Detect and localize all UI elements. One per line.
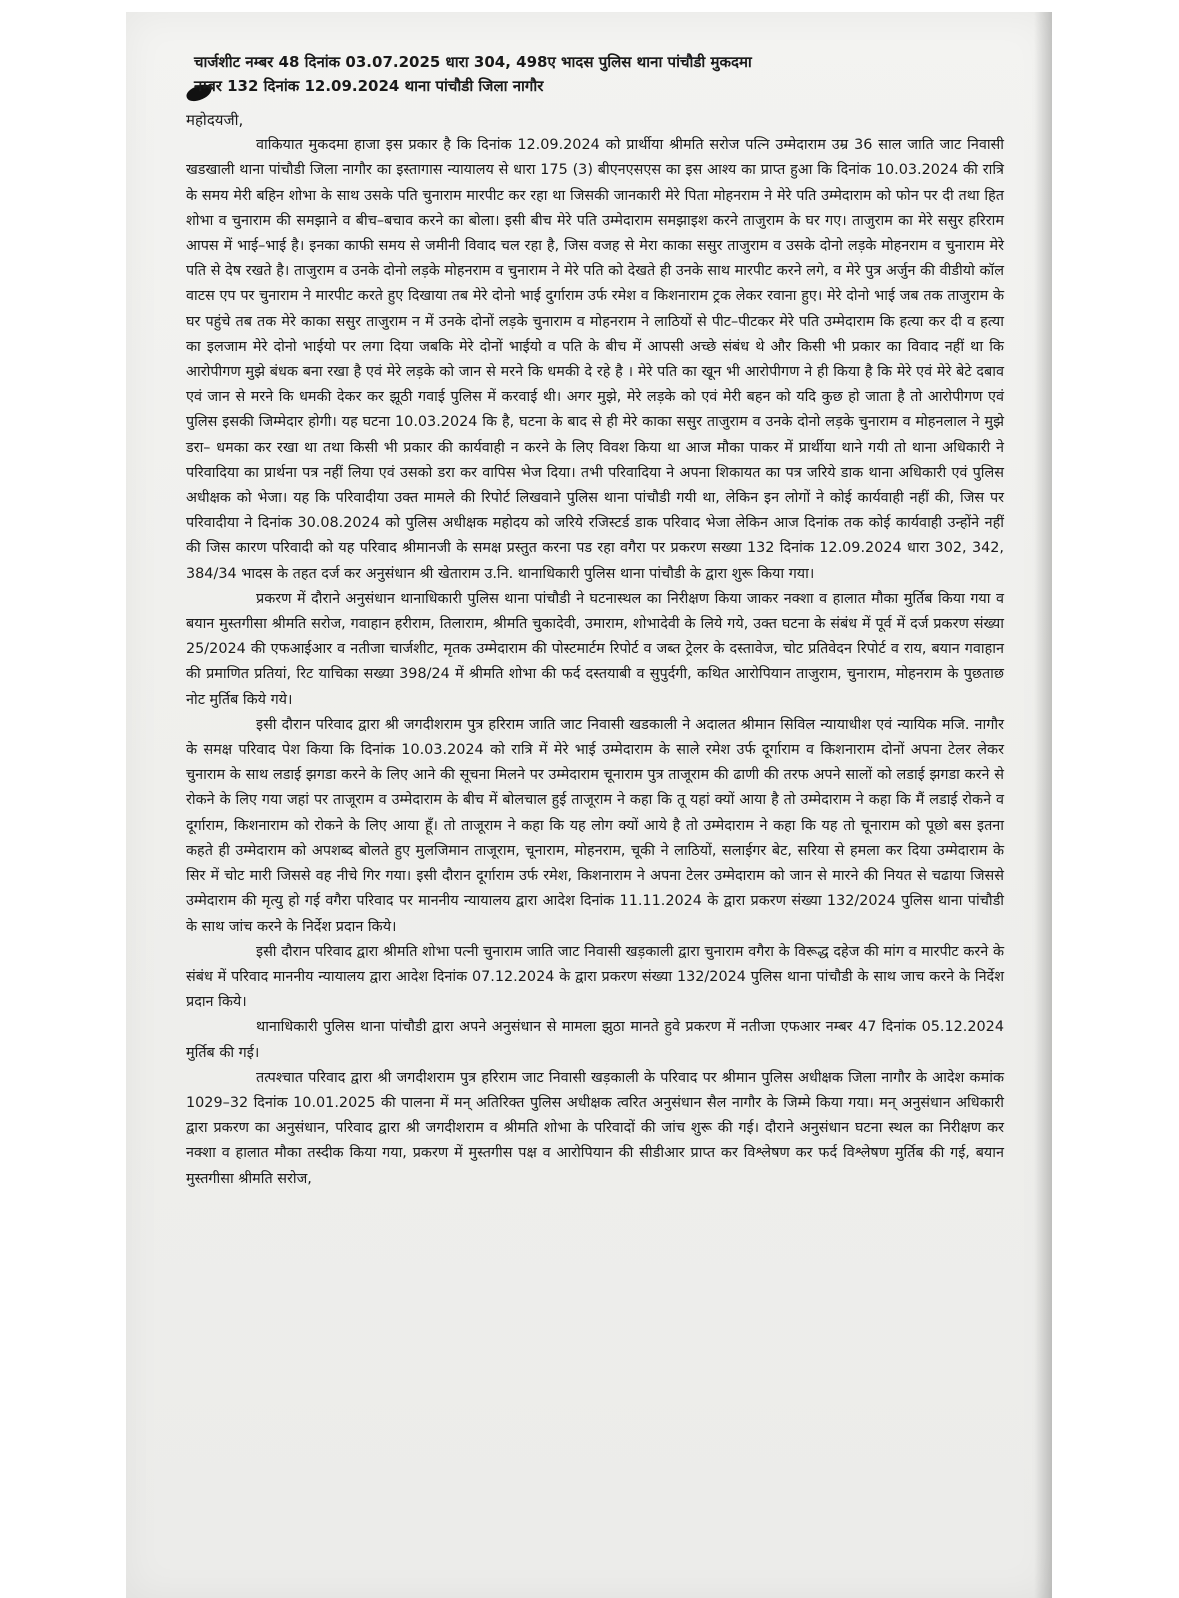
paragraph-3: इसी दौरान परिवाद द्वारा श्री जगदीशराम पुत्र हरिराम जाति जाट निवासी खडकाली ने अदालत श्रीमान सिविल न्यायाधीश एवं न्यायिक मजि. नागौर के समक्ष परिवाद पेश किया कि दिनांक 10.03.2024 को रात्रि में मेरे भाई उम्मेदाराम के साले रमेश उर्फ दूर्गाराम व किशनाराम दोनों अपना टेलर लेकर चुनाराम के साथ लडाई झगडा करने के लिए आने की सूचना मिलने पर उम्मेदाराम चूनाराम पुत्र ताजूराम की ढाणी की तरफ अपने सालों को लडाई झगडा करने से रोकने के लिए गया जहां पर ताजूराम व उम्मेदाराम के बीच में बोलचाल हुई ताजूराम ने कहा कि तू यहां क्यों आया है तो उम्मेदाराम ने कहा कि मैं लडाई रोकने व दूर्गाराम, किशनाराम को रोकने के लिए आया हूँ। तो ताजूराम ने कहा कि यह लोग क्यों आये है तो उम्मेदाराम ने कहा कि यह तो चूनाराम को पूछो बस इतना कहते ही उम्मेदाराम को अपशब्द बोलते हुए मुलजिमान ताजूराम, चूनाराम, मोहनराम, चूकी ने लाठियों, सलाईगर बेट, सरिया से हमला कर दिया उम्मेदाराम के सिर में चोट मारी जिससे वह नीचे गिर गया। इसी दौरान दूर्गाराम उर्फ रमेश, किशनाराम ने अपना टेलर उम्मेदाराम को जान से मारने की नियत से चढाया जिससे उम्मेदाराम की मृत्यु हो गई वगैरा परिवाद पर माननीय न्यायालय द्वारा आदेश दिनांक 11.11.2024 के द्वारा प्रकरण संख्या 132/2024 पुलिस थाना पांचौडी के साथ जांच करने के निर्देश प्रदान किये।: [186, 716, 1004, 935]
document-content: [186, 50, 1004, 1192]
paragraph-5: थानाधिकारी पुलिस थाना पांचौडी द्वारा अपने अनुसंधान से मामला झुठा मानते हुवे प्रकरण में नतीजा एफआर नम्बर 47 दिनांक 05.12.2024 मुर्तिब की गई।: [186, 1019, 1004, 1061]
document-page: [126, 12, 1052, 1598]
chargesheet-heading: [194, 50, 1004, 98]
heading-line-2: नम्बर 132 दिनांक 12.09.2024 थाना पांचौडी जिला नागौर: [194, 77, 544, 95]
salutation: महोदयजी,: [186, 111, 244, 129]
paragraph-4: इसी दौरान परिवाद द्वारा श्रीमति शोभा पत्नी चुनाराम जाति जाट निवासी खड़काली द्वारा चुनाराम वगैरा के विरूद्ध दहेज की मांग व मारपीट करने के संबंध में परिवाद माननीय न्यायालय द्वारा आदेश दिनांक 07.12.2024 के द्वारा प्रकरण संख्या 132/2024 पुलिस थाना पांचौडी के साथ जाच करने के निर्देश प्रदान किये।: [186, 943, 1004, 1011]
heading-line-1: चार्जशीट नम्बर 48 दिनांक 03.07.2025 धारा 304, 498ए भादस पुलिस थाना पांचौडी मुकदमा: [194, 53, 752, 71]
paragraph-1: वाकियात मुकदमा हाजा इस प्रकार है कि दिनांक 12.09.2024 को प्रार्थीया श्रीमति सरोज पत्नि उम्मेदाराम उम्र 36 साल जाति जाट निवासी खडखाली थाना पांचौडी जिला नागौर का इस्तागास न्यायालय से धारा 175 (3) बीएनएसएस का इस आश्य का प्राप्त हुआ कि दिनांक 10.03.2024 की रात्रि के समय मेरी बहिन शोभा के साथ उसके पति चुनाराम मारपीट कर रहा था जिसकी जानकारी मेरे पिता मोहनराम ने मेरे पति उम्मेदाराम को फोन पर दी तथा हित शोभा व चुनाराम की समझाने व बीच–बचाव करने का बोला। इसी बीच मेरे पति उम्मेदाराम समझाइश करने ताजुराम के घर गए। ताजुराम का मेरे ससुर हरिराम आपस में भाई–भाई है। इनका काफी समय से जमीनी विवाद चल रहा है, जिस वजह से मेरा काका ससुर ताजुराम व उसके दोनो लड़के मोहनराम व चुनाराम मेरे पति से देष रखते है। ताजुराम व उनके दोनो लड़के मोहनराम व चुनाराम ने मेरे पति को देखते ही उनके साथ मारपीट करने लगे, व मेरे पुत्र अर्जुन की वीडीयो कॉल वाटस एप पर चुनाराम ने मारपीट करते हुए दिखाया तब मेरे दोनो भाई दुर्गाराम उर्फ रमेश व किशनाराम ट्रक लेकर रवाना हुए। मेरे दोनो भाई जब तक ताजुराम के घर पहुंचे तब तक मेरे काका ससुर ताजुराम न में उनके दोनों लड़के चुनाराम व मोहनराम ने लाठियों से पीट–पीटकर मेरे पति उम्मेदाराम कि हत्या कर दी व हत्या का इलजाम मेरे दोनो भाईयो पर लगा दिया जबकि मेरे दोनों भाईयो व पति के बीच में आपसी अच्छे संबंध थे और किसी भी प्रकार का विवाद नहीं था कि आरोपीगण मुझे बंधक बना रखा है एवं मेरे लड़के को जान से मरने कि धमकी दे रहे है । मेरे पति का खून भी आरोपीगण ने ही किया है कि मेरे एवं मेरे बेटे दबाव एवं जान से मरने कि धमकी देकर कर झूठी गवाई पुलिस में करवाई थी। अगर मुझे, मेरे लड़के को एवं मेरी बहन को यदि कुछ हो जाता है तो आरोपीगण एवं पुलिस इसकी जिम्मेदार होगी। यह घटना 10.03.2024 कि है, घटना के बाद से ही मेरे काका ससुर ताजुराम व उनके दोनो लड़के चुनाराम व मोहनलाल ने मुझे डरा– धमका कर रखा था तथा किसी भी प्रकार की कार्यवाही न करने के लिए विवश किया था आज मौका पाकर में प्रार्थीया थाने गयी तो थाना अधिकारी ने परिवादिया का प्रार्थना पत्र नहीं लिया एवं उसको डरा कर वापिस भेज दिया। तभी परिवादिया ने अपना शिकायत का पत्र जरिये डाक थाना अधिकारी एवं पुलिस अधीक्षक को भेजा। यह कि परिवादीया उक्त मामले की रिपोर्ट लिखवाने पुलिस थाना पांचौडी गयी था, लेकिन इन लोगों ने कोई कार्यवाही नहीं की, जिस पर परिवादीया ने दिनांक 30.08.2024 को पुलिस अधीक्षक महोदय को जरिये रजिस्टर्ड डाक परिवाद भेजा लेकिन आज दिनांक तक कोई कार्यवाही उन्होंने नहीं की जिस कारण परिवादी को यह परिवाद श्रीमानजी के समक्ष प्रस्तुत करना पड रहा वगैरा पर प्रकरण सख्या 132 दिनांक 12.09.2024 धारा 302, 342, 384/34 भादस के तहत दर्ज कर अनुसंधान श्री खेताराम उ.नि. थानाधिकारी पुलिस थाना पांचौडी के द्वारा शुरू किया गया।: [186, 137, 1004, 582]
paragraph-2: प्रकरण में दौराने अनुसंधान थानाधिकारी पुलिस थाना पांचौडी ने घटनास्थल का निरीक्षण किया जाकर नक्शा व हालात मौका मुर्तिब किया गया व बयान मुस्तगीसा श्रीमति सरोज, गवाहान हरीराम, तिलाराम, श्रीमति चुकादेवी, उमाराम, शोभादेवी के लिये गये, उक्त घटना के संबंध में पूर्व में दर्ज प्रकरण संख्या 25/2024 की एफआईआर व नतीजा चार्जशीट, मृतक उम्मेदाराम की पोस्टमार्टम रिपोर्ट व जब्त ट्रेलर के दस्तावेज, चोट प्रतिवेदन रिपोर्ट व राय, बयान गवाहान की प्रमाणित प्रतियां, रिट याचिका सख्या 398/24 में श्रीमति शोभा की फर्द दस्तयाबी व सुपुर्दगी, कथित आरोपियान ताजुराम, चुनाराम, मोहनराम के पुछताछ नोट मुर्तिब किये गये।: [186, 590, 1004, 708]
paragraph-6: तत्पश्चात परिवाद द्वारा श्री जगदीशराम पुत्र हरिराम जाट निवासी खड़काली के परिवाद पर श्रीमान पुलिस अधीक्षक जिला नागौर के आदेश कमांक 1029–32 दिनांक 10.01.2025 की पालना में मन् अतिरिक्त पुलिस अधीक्षक त्वरित अनुसंधान सैल नागौर के जिम्मे किया गया। मन् अनुसंधान अधिकारी द्वारा प्रकरण का अनुसंधान, परिवाद द्वारा श्री जगदीशराम व श्रीमति शोभा के परिवादों की जांच शुरू की गई। दौराने अनुसंधान घटना स्थल का निरीक्षण कर नक्शा व हालात मौका तस्दीक किया गया, प्रकरण में मुस्तगीस पक्ष व आरोपियान की सीडीआर प्राप्त कर विश्लेषण कर फर्द विश्लेषण मुर्तिब की गई, बयान मुस्तगीसा श्रीमति सरोज,: [186, 1069, 1004, 1187]
